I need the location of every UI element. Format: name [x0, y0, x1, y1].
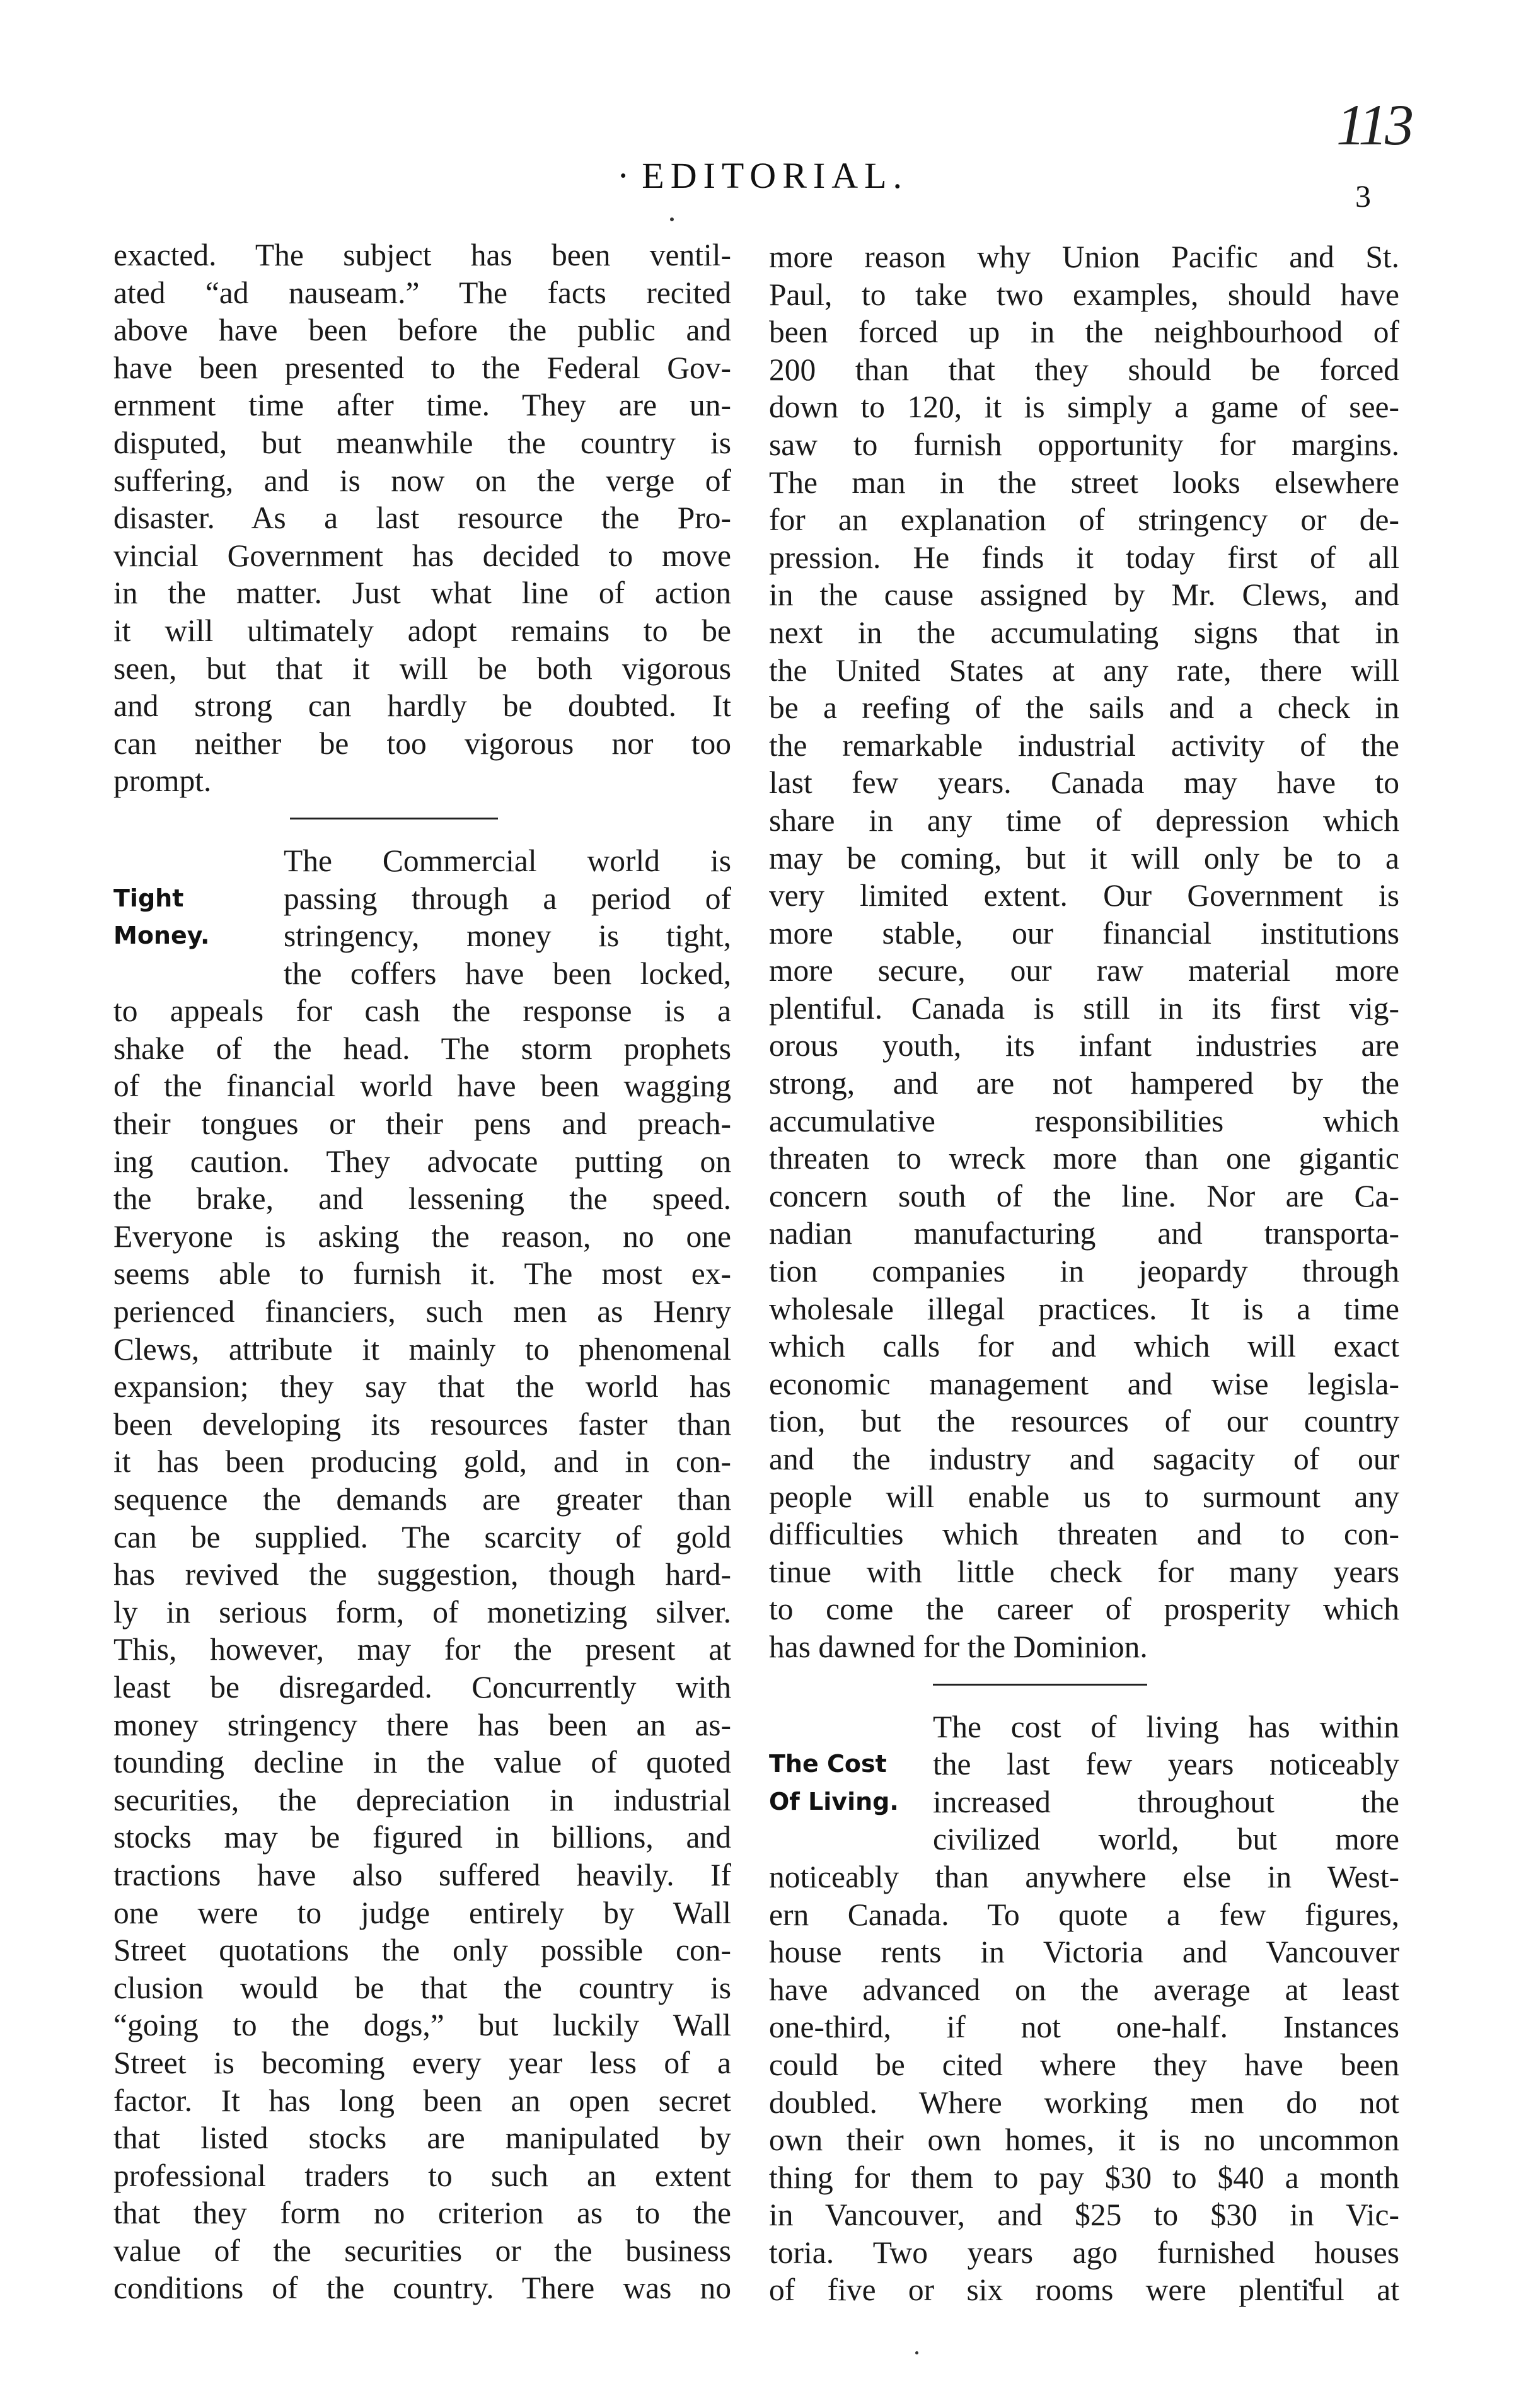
text-line: has revived the suggestion, though hard-: [113, 1557, 731, 1592]
continued-paragraph: [769, 238, 1399, 1666]
text-line: difficulties which threaten and to con-: [769, 1517, 1399, 1552]
text-line: and the industry and sagacity of our: [769, 1442, 1399, 1476]
text-line: 200 than that they should be forced: [769, 352, 1399, 387]
text-line: to appeals for cash the response is a: [113, 993, 731, 1029]
text-line: Clews, attribute it mainly to phenomenal: [113, 1331, 731, 1367]
text-line: vincial Government has decided to move: [113, 538, 731, 573]
text-line: ing caution. They advocate putting on: [113, 1143, 731, 1179]
text-line: tion, but the resources of our country: [769, 1404, 1399, 1439]
handwritten-folio: 113: [1336, 93, 1412, 157]
text-line: perienced financiers, such men as Henry: [113, 1294, 731, 1329]
side-head-line: The Cost: [769, 1750, 887, 1778]
text-line: the brake, and lessening the speed.: [113, 1181, 731, 1217]
text-line: saw to furnish opportunity for margins.: [769, 427, 1399, 462]
text-line: exacted. The subject has been ventil-: [113, 238, 731, 272]
text-line: strong, and are not hampered by the: [769, 1066, 1399, 1101]
side-head-cost-of-living: [769, 1745, 899, 1820]
text-line: down to 120, it is simply a game of see-: [769, 390, 1399, 425]
text-line: can neither be too vigorous nor too: [113, 726, 731, 761]
text-line: conditions of the country. There was no: [113, 2271, 731, 2306]
page-number: 3: [1355, 178, 1371, 214]
text-line: pression. He finds it today first of all: [769, 540, 1399, 575]
text-line: The man in the street looks elsewhere: [769, 465, 1399, 500]
text-line: Street quotations the only possible con-: [113, 1933, 731, 1968]
text-line: above have been before the public and: [113, 313, 731, 348]
text-line: This, however, may for the present at: [113, 1632, 731, 1667]
text-line: the last few years noticeably: [933, 1747, 1399, 1782]
text-line: threaten to wreck more than one gigantic: [769, 1141, 1399, 1176]
text-line: plentiful. Canada is still in its first vig-: [769, 990, 1399, 1026]
text-line: Paul, to take two examples, should have: [769, 277, 1399, 312]
side-head-line: Of Living.: [769, 1787, 899, 1815]
text-line: disaster. As a last resource the Pro-: [113, 501, 731, 536]
text-line: their tongues or their pens and preach-: [113, 1106, 731, 1142]
text-line: more secure, our raw material more: [769, 953, 1399, 988]
text-line: and strong can hardly be doubted. It: [113, 688, 731, 724]
text-line: tounding decline in the value of quoted: [113, 1745, 731, 1780]
text-line: passing through a period of: [284, 881, 731, 916]
side-head-tight-money: [113, 880, 209, 955]
text-line: ern Canada. To quote a few figures,: [769, 1897, 1399, 1932]
text-line: tinue with little check for many years: [769, 1554, 1399, 1589]
paragraph-body: [113, 992, 731, 2307]
text-line: factor. It has long been an open secret: [113, 2083, 731, 2118]
text-line: thing for them to pay $30 to $40 a month: [769, 2160, 1399, 2195]
text-line: it will ultimately adopt remains to be: [113, 613, 731, 648]
text-line: seems able to furnish it. The most ex-: [113, 1256, 731, 1292]
text-line: doubled. Where working men do not: [769, 2085, 1399, 2120]
paragraph-body: [769, 1858, 1399, 2309]
running-head-dot: ·: [616, 155, 630, 196]
text-line: has dawned for the Dominion.: [769, 1629, 1148, 1664]
text-line: one were to judge entirely by Wall: [113, 1895, 731, 1930]
ink-speck: [915, 2351, 918, 2354]
text-line: to come the career of prosperity which: [769, 1592, 1399, 1627]
text-line: the coffers have been locked,: [284, 956, 731, 991]
running-head: [542, 154, 983, 197]
text-line: may be coming, but it will only be to a: [769, 840, 1399, 876]
text-line: it has been producing gold, and in con-: [113, 1444, 731, 1479]
text-line: concern south of the line. Nor are Ca-: [769, 1178, 1399, 1213]
text-line: seen, but that it will be both vigorous: [113, 651, 731, 686]
text-line: civilized world, but more: [933, 1822, 1399, 1857]
text-line: of the financial world have been wagging: [113, 1068, 731, 1104]
section-divider: [933, 1684, 1147, 1686]
text-line: ated “ad nauseam.” The facts recited: [113, 275, 731, 310]
text-line: toria. Two years ago furnished houses: [769, 2235, 1399, 2270]
text-line: disputed, but meanwhile the country is: [113, 425, 731, 460]
text-line: house rents in Victoria and Vancouver: [769, 1935, 1399, 1970]
text-line: stocks may be figured in billions, and: [113, 1820, 731, 1855]
text-line: next in the accumulating signs that in: [769, 615, 1399, 650]
side-head-line: Tight: [113, 884, 184, 912]
text-line: ernment time after time. They are un-: [113, 388, 731, 423]
running-head-text: EDITORIAL.: [642, 155, 909, 196]
text-line: could be cited where they have been: [769, 2047, 1399, 2082]
text-line: economic management and wise legisla-: [769, 1366, 1399, 1401]
text-line: shake of the head. The storm prophets: [113, 1031, 731, 1066]
text-line: have advanced on the average at least: [769, 1972, 1399, 2007]
text-line: last few years. Canada may have to: [769, 765, 1399, 801]
text-line: share in any time of depression which: [769, 802, 1399, 838]
text-line: be a reefing of the sails and a check in: [769, 690, 1399, 726]
text-line: more stable, our financial institutions: [769, 915, 1399, 951]
text-line: increased throughout the: [933, 1784, 1399, 1819]
right-column: [769, 238, 1399, 2309]
side-head-line: Money.: [113, 922, 210, 950]
text-line: clusion would be that the country is: [113, 1970, 731, 2005]
text-line: the remarkable industrial activity of the: [769, 727, 1399, 763]
text-line: sequence the demands are greater than: [113, 1482, 731, 1517]
text-line: wholesale illegal practices. It is a time: [769, 1291, 1399, 1326]
text-line: orous youth, its infant industries are: [769, 1028, 1399, 1063]
text-line: value of the securities or the business: [113, 2233, 731, 2268]
text-line: nadian manufacturing and transporta-: [769, 1216, 1399, 1251]
text-line: professional traders to such an extent: [113, 2158, 731, 2193]
text-line: that they form no criterion as to the: [113, 2196, 731, 2231]
text-line: in Vancouver, and $25 to $30 in Vic-: [769, 2197, 1399, 2233]
text-line: own their own homes, it is no uncommon: [769, 2122, 1399, 2158]
text-line: accumulative responsibilities which: [769, 1103, 1399, 1138]
text-line: suffering, and is now on the verge of: [113, 463, 731, 498]
text-line: money stringency there has been an as-: [113, 1707, 731, 1742]
text-line: tractions have also suffered heavily. If: [113, 1857, 731, 1892]
text-line: in the cause assigned by Mr. Clews, and: [769, 577, 1399, 613]
text-line: been forced up in the neighbourhood of: [769, 315, 1399, 350]
text-line: noticeably than anywhere else in West-: [769, 1859, 1399, 1894]
text-line: expansion; they say that the world has: [113, 1369, 731, 1404]
text-line: Everyone is asking the reason, no one: [113, 1218, 731, 1254]
text-line: can be supplied. The scarcity of gold: [113, 1519, 731, 1554]
text-line: have been presented to the Federal Gov-: [113, 350, 731, 385]
text-line: stringency, money is tight,: [284, 918, 731, 954]
text-line: the United States at any rate, there will: [769, 652, 1399, 688]
text-line: The cost of living has within: [933, 1709, 1399, 1744]
section-divider: [290, 818, 498, 819]
text-line: of five or six rooms were plentiful at: [769, 2272, 1399, 2308]
text-line: least be disregarded. Concurrently with: [113, 1669, 731, 1705]
text-line: prompt.: [113, 763, 212, 799]
tight-money-section: [113, 842, 731, 2307]
intro-paragraph: [113, 236, 731, 800]
text-line: ly in serious form, of monetizing silver.: [113, 1594, 731, 1629]
text-line: very limited extent. Our Government is: [769, 878, 1399, 913]
text-line: tion companies in jeopardy through: [769, 1254, 1399, 1289]
left-column: [113, 236, 731, 2307]
text-line: more reason why Union Pacific and St.: [769, 240, 1399, 274]
text-line: in the matter. Just what line of action: [113, 576, 731, 611]
ink-speck: [670, 217, 674, 221]
text-line: Street is becoming every year less of a: [113, 2045, 731, 2080]
text-line: which calls for and which will exact: [769, 1329, 1399, 1364]
text-line: for an explanation of stringency or de-: [769, 502, 1399, 538]
text-line: “going to the dogs,” but luckily Wall: [113, 2008, 731, 2043]
cost-of-living-section: [769, 1708, 1399, 2310]
text-line: securities, the depreciation in industrial: [113, 1782, 731, 1817]
text-line: The Commercial world is: [284, 843, 731, 878]
text-line: that listed stocks are manipulated by: [113, 2121, 731, 2156]
text-line: one-third, if not one-half. Instances: [769, 2010, 1399, 2045]
text-line: people will enable us to surmount any: [769, 1479, 1399, 1514]
text-line: been developing its resources faster than: [113, 1406, 731, 1442]
